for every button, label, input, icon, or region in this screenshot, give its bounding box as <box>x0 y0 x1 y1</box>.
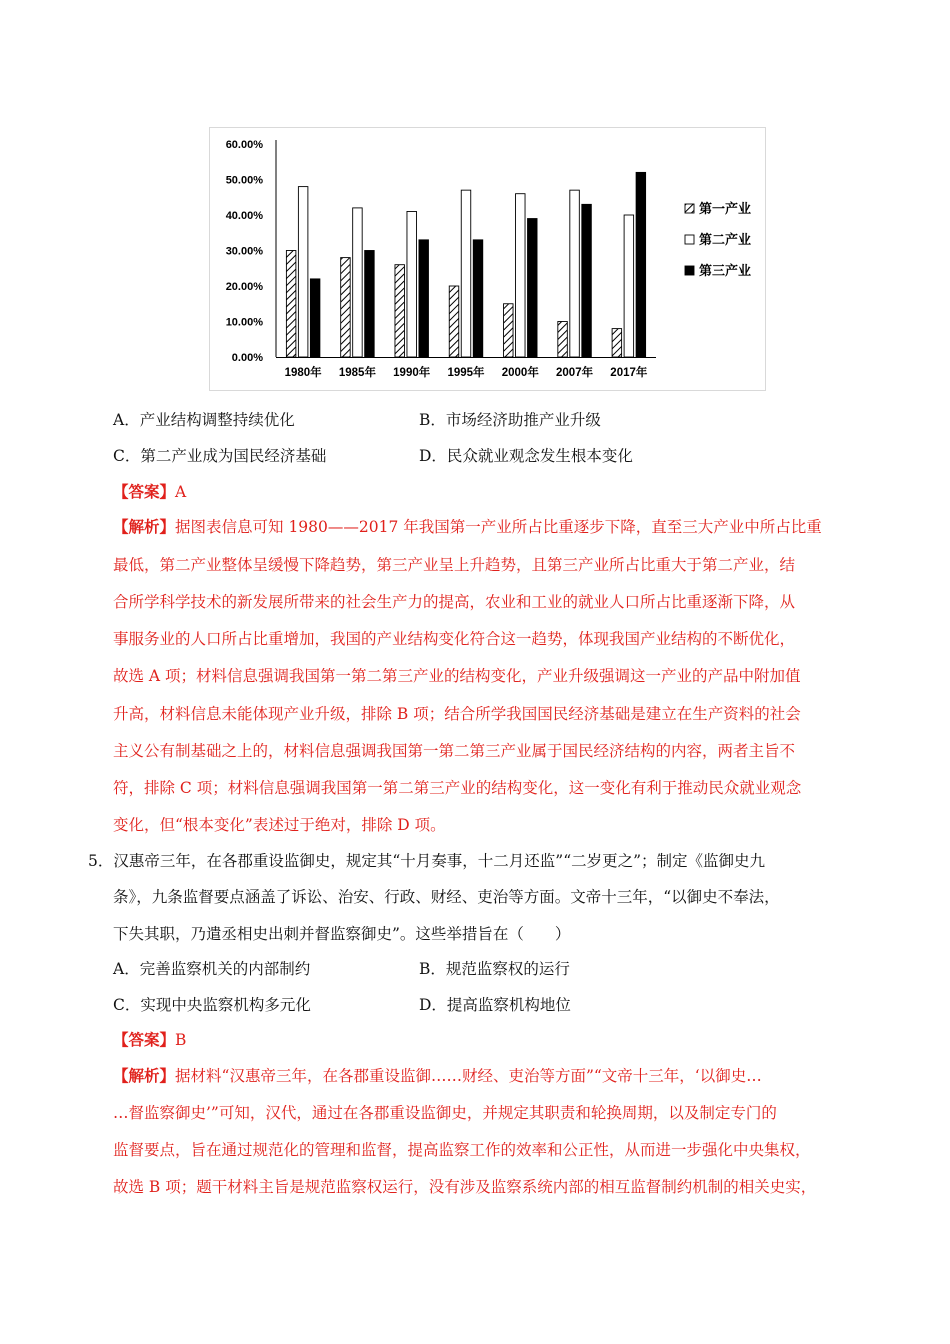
x-tick-label: 1985年 <box>338 367 376 379</box>
x-tick-label: 1980年 <box>284 367 322 379</box>
q5-analysis-line-3: 监督要点，旨在通过规范化的管理和监督，提高监察工作的效率和公正性，从而进一步强化中央集权， <box>113 1141 811 1159</box>
legend-swatch-white <box>685 235 694 244</box>
q4-analysis-line-5: 故选 A 项；材料信息强调我国第一第二第三产业的结构变化，产业升级强调这一产业的产品中附加值 <box>113 667 801 685</box>
q5-answer <box>113 1030 186 1050</box>
bar-hatched <box>449 286 459 357</box>
q4-option-b: B．市场经济助推产业升级 <box>419 411 601 429</box>
legend-swatch-hatched <box>685 204 694 213</box>
bar-white <box>407 211 417 357</box>
y-tick-label: 60.00% <box>225 139 263 151</box>
q4-option-d: D．民众就业观念发生根本变化 <box>419 447 633 465</box>
q4-analysis-line-9: 变化，但“根本变化”表述过于绝对，排除 D 项。 <box>113 816 446 834</box>
y-tick-label: 0.00% <box>231 352 263 364</box>
y-tick-label: 10.00% <box>225 316 263 329</box>
x-tick-label: 1990年 <box>393 367 431 379</box>
bar-black <box>582 204 592 357</box>
q4-option-c: C．第二产业成为国民经济基础 <box>113 447 327 465</box>
q4-analysis-line-2: 最低，第二产业整体呈缓慢下降趋势，第三产业呈上升趋势，且第三产业所占比重大于第二产业，结 <box>113 556 796 574</box>
q4-analysis-line-7: 主义公有制基础之上的，材料信息强调我国第一第二第三产业属于国民经济结构的内容，两者主旨不 <box>113 742 796 760</box>
bar-hatched <box>558 322 568 358</box>
x-tick-label: 1995年 <box>447 367 485 379</box>
q4-analysis-line-4: 事服务业的人口所占比重增加，我国的产业结构变化符合这一趋势，体现我国产业结构的不断优化， <box>113 630 796 648</box>
q5-analysis-text: 据材料“汉惠帝三年，在各郡重设监御……财经、吏治等方面”“文帝十三年，‘以御史… <box>175 1067 762 1085</box>
q4-analysis-line-8: 符，排除 C 项；材料信息强调我国第一第二第三产业的结构变化，这一变化有利于推动民众就业观念 <box>113 779 802 797</box>
bar-black <box>636 172 646 357</box>
q5-answer-label: 【答案】 <box>113 1030 176 1049</box>
q5-option-b: B．规范监察权的运行 <box>419 960 570 978</box>
q5-stem-line-1: 5．汉惠帝三年，在各郡重设监御史，规定其“十月奏事，十二月还监”“二岁更之”；制定《监御史九 <box>88 852 766 870</box>
x-tick-label: 2000年 <box>501 367 539 379</box>
q5-analysis-line-1 <box>113 1066 762 1086</box>
q5-answer-value: B <box>175 1031 187 1049</box>
legend-label: 第二产业 <box>699 233 752 248</box>
q5-option-d: D．提高监察机构地位 <box>419 996 571 1014</box>
q5-option-c: C．实现中央监察机构多元化 <box>113 996 311 1014</box>
q5-stem-line-3: 下失其职，乃遣丞相史出刺并督监察御史”。这些举措旨在（ ） <box>113 925 571 943</box>
q4-answer-value: A <box>175 483 187 501</box>
q5-analysis-line-2: …督监察御史’”可知，汉代，通过在各郡重设监御史，并规定其职责和轮换周期，以及制定专门的 <box>113 1104 777 1122</box>
bar-white <box>298 187 308 357</box>
bar-black <box>310 279 320 357</box>
q4-analysis-line-3: 合所学科学技术的新发展所带来的社会生产力的提高，农业和工业的就业人口所占比重逐渐下降，从 <box>113 593 796 611</box>
q4-analysis-line-6: 升高，材料信息未能体现产业升级，排除 B 项；结合所学我国国民经济基础是建立在生产资料的社会 <box>113 705 801 723</box>
q4-answer <box>113 482 186 502</box>
q4-analysis-text: 据图表信息可知 1980——2017 年我国第一产业所占比重逐步下降，直至三大产业中所占比重 <box>175 518 822 536</box>
y-tick-label: 40.00% <box>225 210 263 222</box>
bar-white <box>624 215 634 357</box>
q4-analysis-label: 【解析】 <box>113 517 176 536</box>
q5-option-a: A．完善监察机关的内部制约 <box>113 960 311 978</box>
q4-analysis-line-1 <box>113 517 822 537</box>
q4-answer-label: 【答案】 <box>113 482 176 501</box>
bar-hatched <box>341 258 351 357</box>
y-tick-label: 30.00% <box>225 245 263 258</box>
q5-analysis-label: 【解析】 <box>113 1066 176 1085</box>
industry-structure-chart <box>209 127 766 391</box>
legend-swatch-black <box>685 266 694 275</box>
bar-chart <box>210 128 765 390</box>
bar-white <box>461 190 471 357</box>
bar-hatched <box>504 304 514 357</box>
bar-black <box>419 240 429 357</box>
bar-black <box>528 219 538 357</box>
q4-option-a: A．产业结构调整持续优化 <box>113 411 295 429</box>
q5-stem-line-2: 条》，九条监督要点涵盖了诉讼、治安、行政、财经、吏治等方面。文帝十三年，“以御史不奉法， <box>113 888 780 906</box>
bar-black <box>365 251 375 358</box>
y-tick-label: 50.00% <box>225 174 263 187</box>
bar-hatched <box>286 251 296 358</box>
x-tick-label: 2007年 <box>556 367 594 379</box>
bar-hatched <box>612 329 622 357</box>
bar-white <box>353 208 363 357</box>
q5-analysis-line-4: 故选 B 项；题干材料主旨是规范监察权运行，没有涉及监察系统内部的相互监督制约机制的相关史实， <box>113 1178 817 1196</box>
bar-white <box>570 190 580 357</box>
y-tick-label: 20.00% <box>225 281 263 293</box>
bar-hatched <box>395 265 405 357</box>
bar-white <box>516 194 526 357</box>
bar-black <box>473 240 483 357</box>
legend-label: 第三产业 <box>699 264 752 279</box>
x-tick-label: 2017年 <box>610 367 648 379</box>
legend-label: 第一产业 <box>699 202 752 217</box>
